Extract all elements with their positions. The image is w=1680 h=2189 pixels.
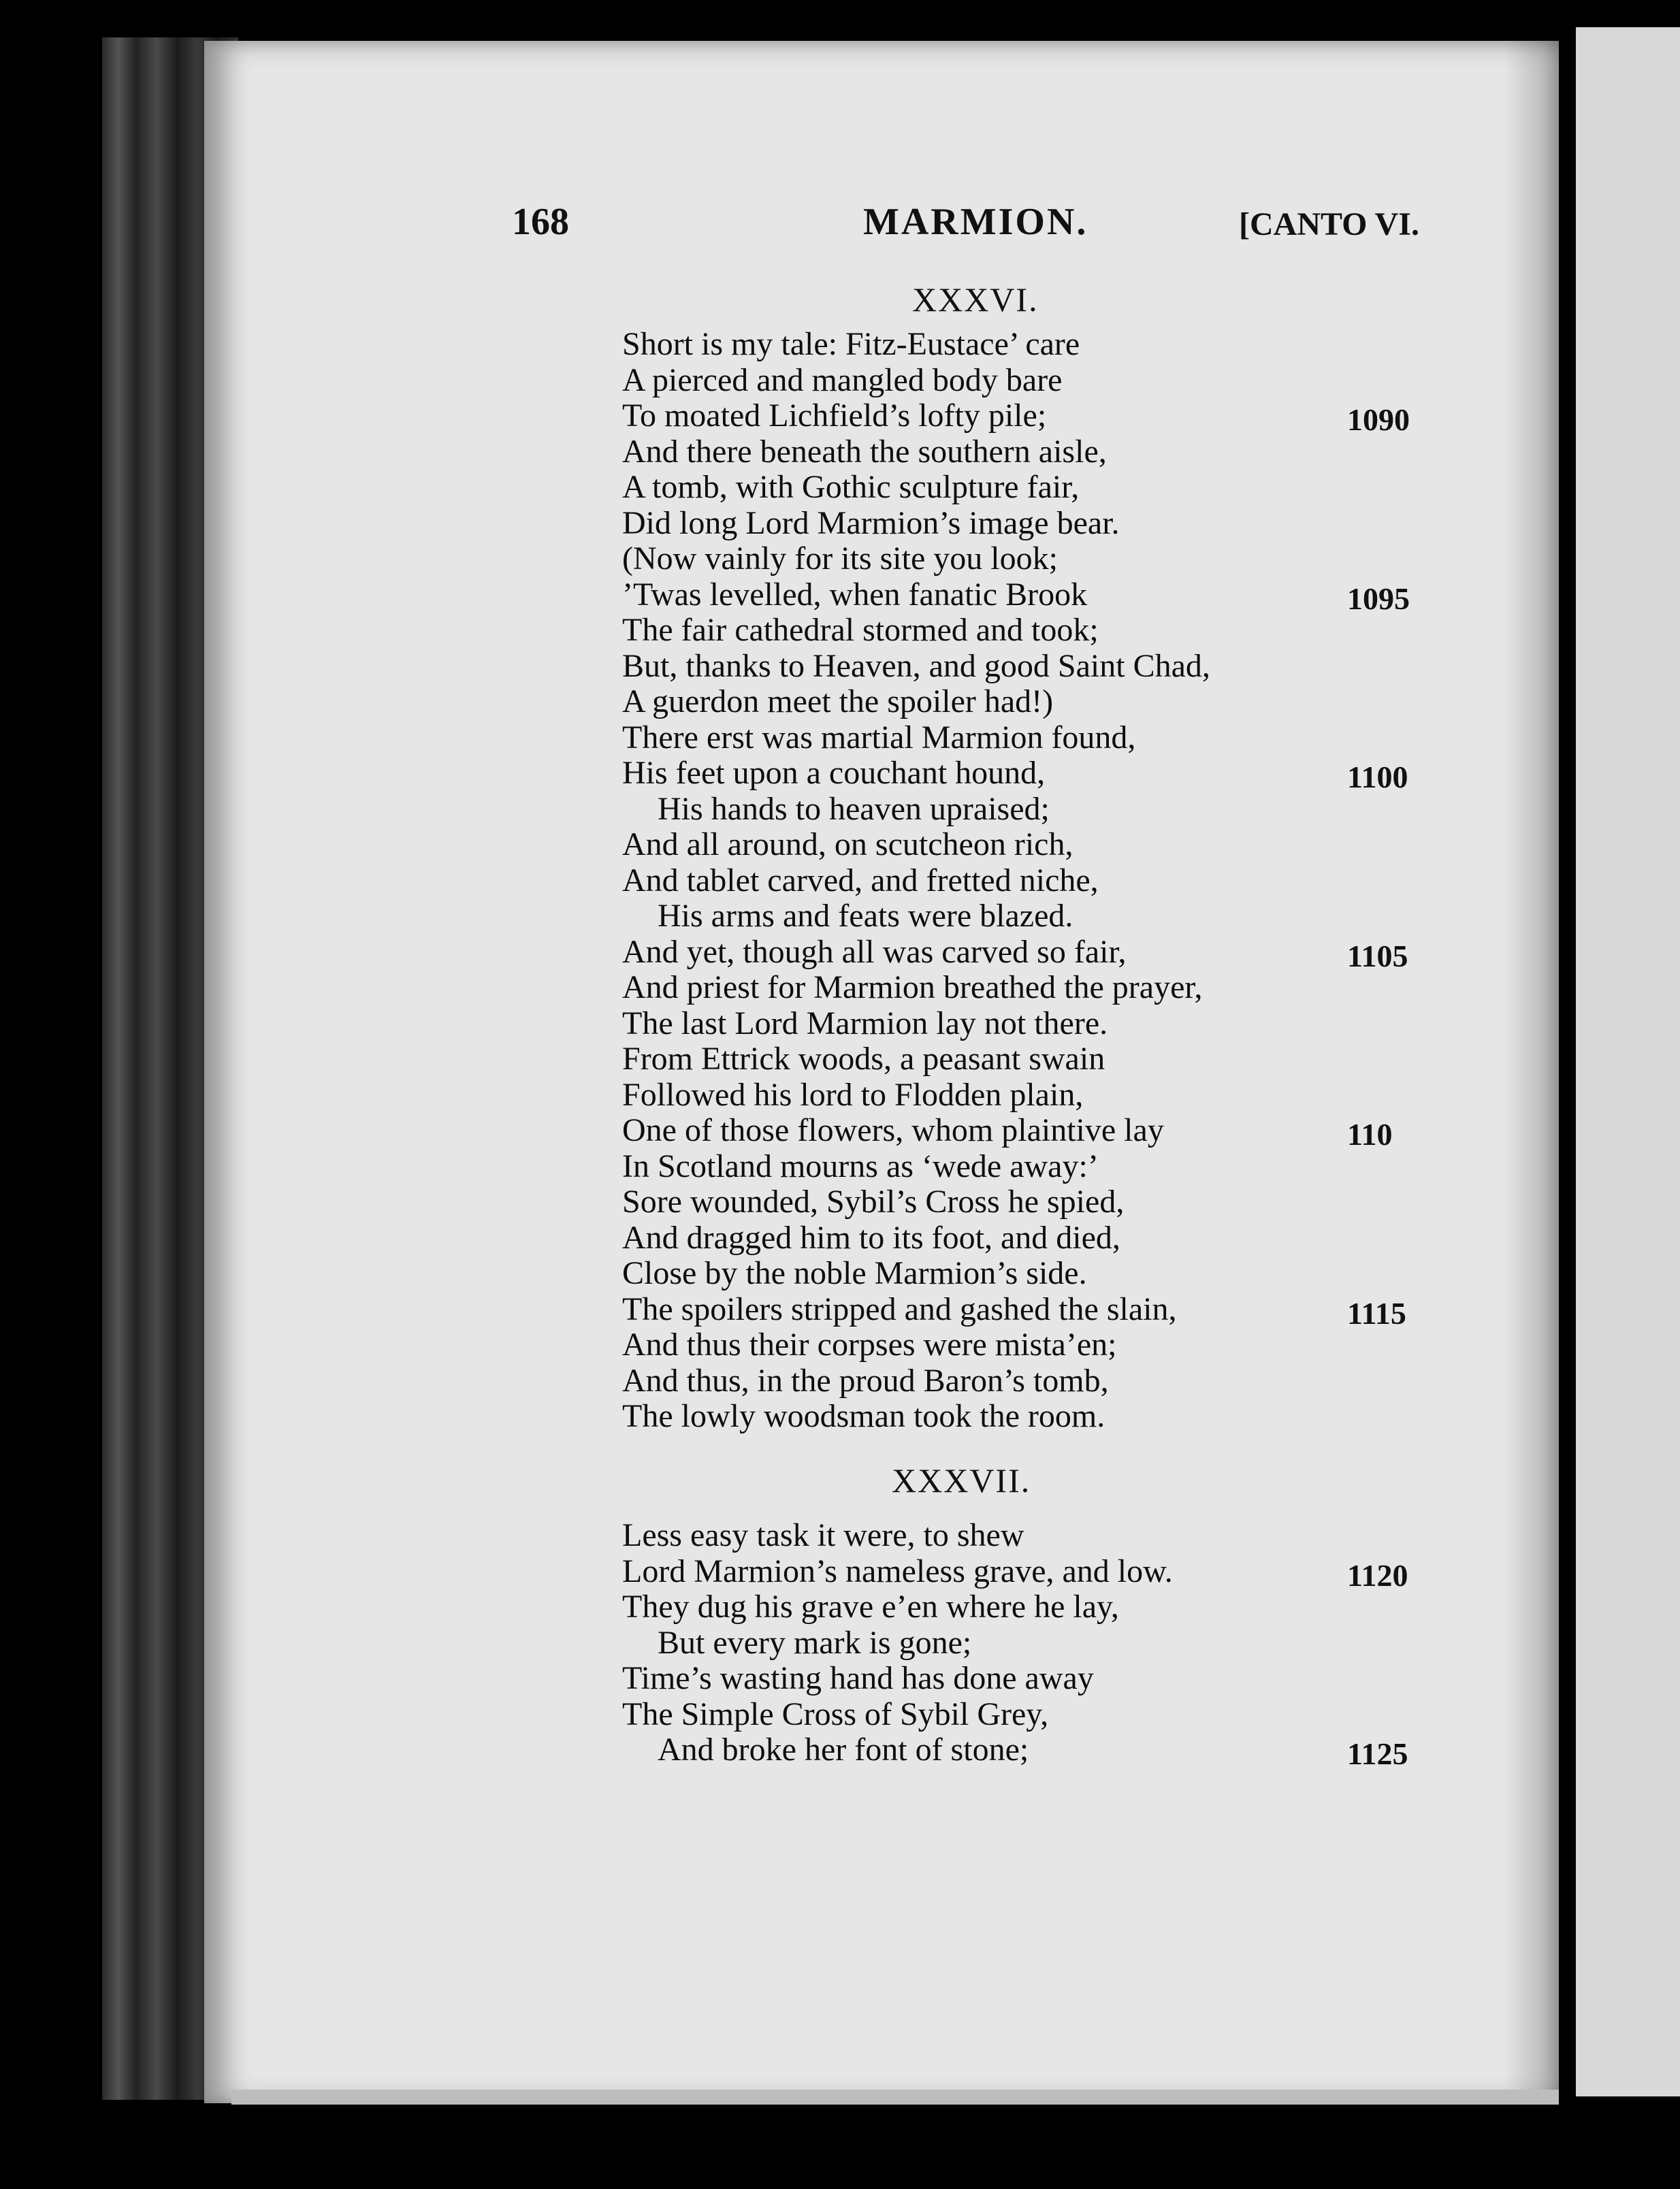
poem-line — [622, 970, 1425, 1006]
poem-line-text: And broke her font of stone; — [658, 1732, 1029, 1768]
poem-line — [622, 1363, 1425, 1399]
line-number: 1125 — [1347, 1736, 1408, 1771]
poem-line-text: One of those flowers, whom plaintive lay — [622, 1112, 1164, 1148]
poem-line — [622, 863, 1425, 899]
poem-line — [622, 1625, 1425, 1661]
poem-line-text: And all around, on scutcheon rich, — [622, 826, 1073, 862]
poem-line — [622, 898, 1425, 935]
poem-line-text: The Simple Cross of Sybil Grey, — [622, 1696, 1049, 1732]
poem-line-text: And priest for Marmion breathed the prayer, — [622, 969, 1203, 1005]
stanza-heading: XXXVI. — [912, 280, 1039, 319]
line-number: 1120 — [1347, 1557, 1408, 1593]
poem-line-text: The spoilers stripped and gashed the slain, — [622, 1291, 1177, 1327]
running-canto: [CANTO VI. — [1239, 206, 1419, 242]
poem-line-text: Lord Marmion’s nameless grave, and low. — [622, 1553, 1173, 1589]
stanza-heading: XXXVII. — [892, 1461, 1031, 1499]
poem-line — [622, 1589, 1425, 1625]
poem-line — [622, 434, 1425, 470]
poem-line-text: The lowly woodsman took the room. — [622, 1398, 1105, 1434]
poem-line-text: To moated Lichfield’s lofty pile; — [622, 398, 1047, 434]
poem-line-text: And thus their corpses were mista’en; — [622, 1327, 1117, 1363]
poem-line-text: A tomb, with Gothic sculpture fair, — [622, 469, 1080, 505]
poem-line-text: ’Twas levelled, when fanatic Brook — [622, 576, 1088, 613]
poem-line-text: Did long Lord Marmion’s image bear. — [622, 504, 1120, 541]
poem-line — [622, 1184, 1425, 1220]
poem-line-text: But every mark is gone; — [658, 1624, 972, 1661]
poem-line — [622, 613, 1425, 649]
poem-line — [622, 1291, 1425, 1331]
poem-line-text: The fair cathedral stormed and took; — [622, 612, 1099, 648]
poem-line-text: And tablet carved, and fretted niche, — [622, 862, 1099, 898]
poem-line-text: Followed his lord to Flodden plain, — [622, 1076, 1084, 1113]
poem-line-text: In Scotland mourns as ‘wede away:’ — [622, 1148, 1099, 1184]
poem-line-text: The last Lord Marmion lay not there. — [622, 1005, 1108, 1041]
poem-line-text: His hands to heaven upraised; — [658, 790, 1050, 827]
poem-line — [622, 1149, 1425, 1185]
line-number: 1090 — [1347, 402, 1410, 437]
poem-line — [622, 649, 1425, 685]
poem-line — [622, 756, 1425, 792]
poem-line — [622, 541, 1425, 577]
poem-line — [622, 1518, 1425, 1554]
poem-line — [622, 1697, 1425, 1733]
poem-line-text: Short is my tale: Fitz-Eustace’ care — [622, 326, 1080, 362]
poem-line-text: Sore wounded, Sybil’s Cross he spied, — [622, 1184, 1125, 1220]
line-number: 110 — [1347, 1117, 1393, 1152]
poem-line — [622, 1553, 1425, 1593]
poem-line — [622, 1256, 1425, 1292]
poem-line-text: There erst was martial Marmion found, — [622, 719, 1136, 756]
poem-line — [622, 327, 1425, 363]
poem-line — [622, 1112, 1425, 1152]
poem-line — [622, 1732, 1425, 1771]
poem-line — [622, 576, 1425, 616]
poem-line-text: Less easy task it were, to shew — [622, 1517, 1024, 1553]
page-bottom-edge — [231, 2090, 1559, 2105]
poem-line — [622, 1041, 1425, 1077]
line-number: 1095 — [1347, 581, 1410, 616]
poem-line-text: (Now vainly for its site you look; — [622, 540, 1058, 577]
line-number: 1100 — [1347, 760, 1408, 794]
poem-line — [622, 363, 1425, 399]
page-number: 168 — [512, 201, 569, 243]
poem-line — [622, 470, 1425, 506]
poem-line — [622, 720, 1425, 756]
running-title: MARMION. — [863, 201, 1088, 243]
poem-line-text: And dragged him to its foot, and died, — [622, 1219, 1120, 1256]
poem-line-text: Time’s wasting hand has done away — [622, 1660, 1094, 1696]
poem-line-text: A guerdon meet the spoiler had!) — [622, 683, 1054, 719]
gutter-shadow — [1504, 41, 1559, 2103]
poem-line — [622, 1220, 1425, 1256]
poem-line — [622, 827, 1425, 863]
poem-line-text: From Ettrick woods, a peasant swain — [622, 1041, 1105, 1077]
stanza-lines — [622, 1517, 1425, 1771]
poem-line — [622, 1077, 1425, 1114]
poem-line — [622, 935, 1425, 971]
poem-line-text: Close by the noble Marmion’s side. — [622, 1255, 1087, 1291]
poem-line-text: His arms and feats were blazed. — [658, 898, 1073, 934]
poem-line-text: A pierced and mangled body bare — [622, 361, 1063, 398]
poem-line-text: They dug his grave e’en where he lay, — [622, 1589, 1119, 1625]
poem-line — [622, 684, 1425, 720]
stanza-lines — [622, 327, 1425, 1435]
poem-line — [622, 1006, 1425, 1042]
poem-line — [622, 1327, 1425, 1363]
line-number: 1115 — [1347, 1295, 1406, 1331]
poem-line-text: And thus, in the proud Baron’s tomb, — [622, 1362, 1109, 1399]
poem-line-text: But, thanks to Heaven, and good Saint Chad, — [622, 647, 1210, 684]
facing-page-edge — [1576, 27, 1680, 2096]
poem-line-text: His feet upon a couchant hound, — [622, 755, 1046, 791]
poem-line — [622, 506, 1425, 542]
poem-line — [622, 792, 1425, 828]
poem-line — [622, 1661, 1425, 1697]
poem-line-text: And there beneath the southern aisle, — [622, 433, 1107, 470]
poem-line-text: And yet, though all was carved so fair, — [622, 933, 1127, 970]
poem-line — [622, 398, 1425, 437]
poem-line — [622, 1399, 1425, 1435]
line-number: 1105 — [1347, 938, 1408, 973]
